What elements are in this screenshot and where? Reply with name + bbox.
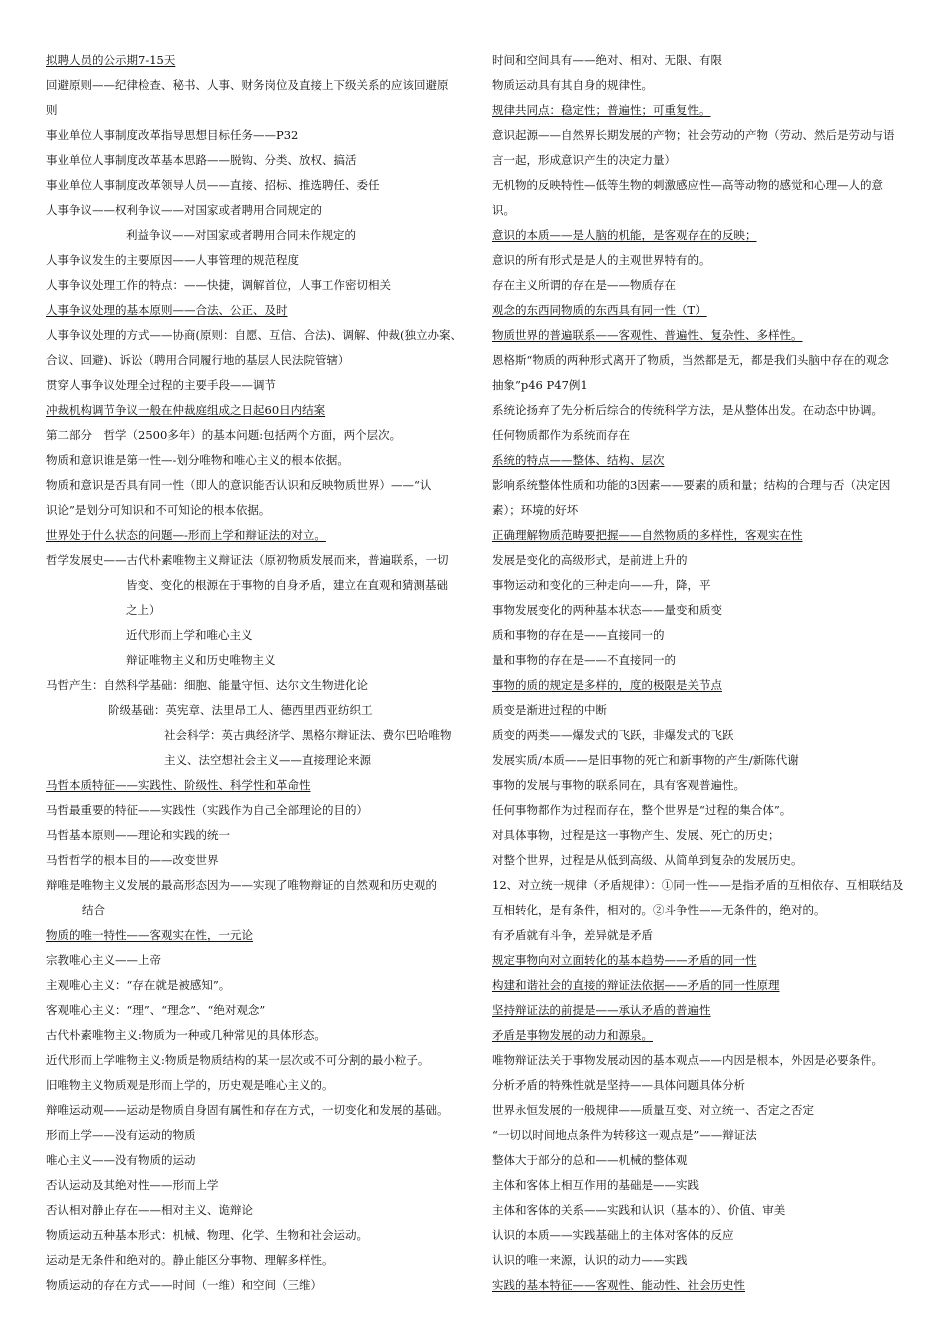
- left-text-line: 事业单位人事制度改革指导思想目标任务——P32: [46, 128, 299, 142]
- right-text-line: 存在主义所谓的存在是——物质存在: [492, 278, 676, 292]
- right-text-line: 物质运动具有其自身的规律性。: [492, 78, 653, 92]
- left-text-line: 识论”是划分可知识和不可知论的根本依据。: [46, 503, 271, 517]
- right-text-line: 认识的本质——实践基础上的主体对客体的反应: [492, 1228, 734, 1242]
- right-text-line: 互相转化，是有条件，相对的。②斗争性——无条件的，绝对的。: [492, 903, 826, 917]
- left-text-line: 世界处于什么状态的问题—-形而上学和辩证法的对立。: [46, 528, 326, 542]
- right-text-line: 言一起，形成意识产生的决定力量）: [492, 153, 676, 167]
- right-text-line: 识。: [492, 203, 515, 217]
- left-text-line: 古代朴素唯物主义:物质为一种或几种常见的具体形态。: [46, 1028, 326, 1042]
- right-text-line: 意识的本质——是人脑的机能，是客观存在的反映；: [492, 228, 757, 242]
- left-text-line: 物质运动五种基本形式：机械、物理、化学、生物和社会运动。: [46, 1228, 368, 1242]
- left-text-line: 近代形而上学和唯心主义: [126, 628, 253, 642]
- left-text-line: 之上）: [126, 603, 161, 617]
- left-text-line: 否认相对静止存在——相对主义、诡辩论: [46, 1203, 253, 1217]
- right-text-line: 唯物辩证法关于事物发展动因的基本观点——内因是根本，外因是必要条件。: [492, 1053, 883, 1067]
- right-text-line: 12、对立统一规律（矛盾规律）：①同一性——是指矛盾的互相依存、互相联结及: [492, 878, 904, 892]
- left-text-line: 马哲基本原则——理论和实践的统一: [46, 828, 230, 842]
- left-text-line: 则: [46, 103, 58, 117]
- right-text-line: 物质世界的普遍联系——客观性、普遍性、复杂性、多样性。: [492, 328, 803, 342]
- left-text-line: 马哲产生：自然科学基础：细胞、能量守恒、达尔文生物进化论: [46, 678, 368, 692]
- left-text-line: 回避原则——纪律检查、秘书、人事、财务岗位及直接上下级关系的应该回避原: [46, 78, 449, 92]
- right-text-line: 事物发展变化的两种基本状态——量变和质变: [492, 603, 722, 617]
- right-text-line: 主体和客体的关系——实践和认识（基本的）、价值、审美: [492, 1203, 786, 1217]
- right-text-line: 事物的质的规定是多样的，度的极限是关节点: [492, 678, 722, 692]
- right-text-line: 观念的东西同物质的东西具有同一性（T）: [492, 303, 707, 317]
- left-text-line: 物质的唯一特性——客观实在性，一元论: [46, 928, 253, 942]
- right-text-line: 意识的所有形式是是人的主观世界特有的。: [492, 253, 711, 267]
- right-column: [492, 48, 912, 1298]
- right-text-line: 有矛盾就有斗争，差异就是矛盾: [492, 928, 653, 942]
- left-text-line: 冲裁机构调节争议一般在仲裁庭组成之日起60日内结案: [46, 403, 326, 417]
- left-text-line: 贯穿人事争议处理全过程的主要手段——调节: [46, 378, 276, 392]
- left-text-line: 利益争议——对国家或者聘用合同未作规定的: [126, 228, 356, 242]
- right-text-line: 事物的发展与事物的联系同在，具有客观普遍性。: [492, 778, 745, 792]
- left-text-line: 客观唯心主义：“理”、“理念”、“绝对观念”: [46, 1003, 266, 1017]
- right-text-line: 影响系统整体性质和功能的3因素——要素的质和量；结构的合理与否（决定因: [492, 478, 891, 492]
- left-text-line: 阶级基础：英宪章、法里昂工人、德西里西亚纺织工: [108, 703, 373, 717]
- right-text-line: 规律共同点：稳定性；普遍性；可重复性。: [492, 103, 711, 117]
- right-text-line: 素）；环境的好坏: [492, 503, 579, 517]
- left-text-line: 人事争议处理的基本原则——合法、公正、及时: [46, 303, 288, 317]
- left-text-line: 物质和意识是否具有同一性（即人的意识能否认识和反映物质世界）——“认: [46, 478, 432, 492]
- left-text-line: 皆变、变化的根源在于事物的自身矛盾，建立在直观和猜测基础: [126, 578, 448, 592]
- right-text-line: 整体大于部分的总和——机械的整体观: [492, 1153, 688, 1167]
- left-text-line: 人事争议发生的主要原因——人事管理的规范程度: [46, 253, 299, 267]
- right-text-line: 时间和空间具有——绝对、相对、无限、有限: [492, 53, 722, 67]
- right-text-line: 构建和谐社会的直接的辩证法依据——矛盾的同一性原理: [492, 978, 780, 992]
- left-text-line: 人事争议——权利争议——对国家或者聘用合同规定的: [46, 203, 322, 217]
- left-text-line: 马哲哲学的根本目的——改变世界: [46, 853, 219, 867]
- right-text-line: 量和事物的存在是——不直接同一的: [492, 653, 676, 667]
- left-column: [46, 48, 466, 1298]
- right-text-line: 发展实质/本质——是旧事物的死亡和新事物的产生/新陈代谢: [492, 753, 799, 767]
- left-text-line: 运动是无条件和绝对的。静止能区分事物、理解多样性。: [46, 1253, 334, 1267]
- right-text-line: 任何物质都作为系统而存在: [492, 428, 630, 442]
- right-text-line: 矛盾是事物发展的动力和源泉。: [492, 1028, 653, 1042]
- right-text-line: 实践的基本特征——客观性、能动性、社会历史性: [492, 1278, 745, 1292]
- right-text-line: 事物运动和变化的三种走向——升，降，平: [492, 578, 711, 592]
- right-text-line: 系统论扬弃了先分析后综合的传统科学方法，是从整体出发。在动态中协调。: [492, 403, 883, 417]
- right-text-line: 抽象”p46 P47例1: [492, 378, 588, 392]
- left-text-line: 旧唯物主义物质观是形而上学的，历史观是唯心主义的。: [46, 1078, 334, 1092]
- left-text-line: 物质和意识谁是第一性—-划分唯物和唯心主义的根本依据。: [46, 453, 349, 467]
- left-text-line: 哲学发展史——古代朴素唯物主义辩证法（原初物质发展而来，普遍联系，一切: [46, 553, 449, 567]
- left-text-line: 合议、回避)、诉讼（聘用合同履行地的基层人民法院管辖）: [46, 353, 350, 367]
- right-text-line: 正确理解物质范畴要把握——自然物质的多样性，客观实在性: [492, 528, 803, 542]
- left-text-line: 马哲本质特征——实践性、阶级性、科学性和革命性: [46, 778, 311, 792]
- right-text-line: 质变的两类——爆发式的飞跃，非爆发式的飞跃: [492, 728, 734, 742]
- left-text-line: 主义、法空想社会主义——直接理论来源: [164, 753, 371, 767]
- right-text-line: 坚持辩证法的前提是——承认矛盾的普遍性: [492, 1003, 711, 1017]
- right-text-line: 对整个世界，过程是从低到高级、从简单到复杂的发展历史。: [492, 853, 803, 867]
- left-text-line: 否认运动及其绝对性——形而上学: [46, 1178, 219, 1192]
- right-text-line: 意识起源——自然界长期发展的产物；社会劳动的产物（劳动、然后是劳动与语: [492, 128, 895, 142]
- right-text-line: 主体和客体上相互作用的基础是——实践: [492, 1178, 699, 1192]
- left-text-line: 第二部分 哲学（2500多年）的基本问题:包括两个方面，两个层次。: [46, 428, 402, 442]
- left-text-line: 物质运动的存在方式——时间（一维）和空间（三维）: [46, 1278, 322, 1292]
- right-text-line: “一切以时间地点条件为转移这一观点是”——辩证法: [492, 1128, 757, 1142]
- right-text-line: 质变是渐进过程的中断: [492, 703, 607, 717]
- left-text-line: 马哲最重要的特征——实践性（实践作为自己全部理论的目的）: [46, 803, 368, 817]
- right-text-line: 无机物的反映特性—低等生物的刺激感应性—高等动物的感觉和心理—人的意: [492, 178, 883, 192]
- right-text-line: 恩格斯“物质的两种形式离开了物质，当然都是无，都是我们头脑中存在的观念: [492, 353, 889, 367]
- left-text-line: 结合: [82, 903, 105, 917]
- right-text-line: 质和事物的存在是——直接同一的: [492, 628, 665, 642]
- right-text-line: 世界永恒发展的一般规律——质量互变、对立统一、否定之否定: [492, 1103, 814, 1117]
- left-text-line: 辩证唯物主义和历史唯物主义: [126, 653, 276, 667]
- left-text-line: 辩唯运动观——运动是物质自身固有属性和存在方式，一切变化和发展的基础。: [46, 1103, 449, 1117]
- left-text-line: 形而上学——没有运动的物质: [46, 1128, 196, 1142]
- left-text-line: 人事争议处理工作的特点：——快捷，调解首位，人事工作密切相关: [46, 278, 391, 292]
- right-text-line: 发展是变化的高级形式，是前进上升的: [492, 553, 688, 567]
- right-text-line: 对具体事物，过程是这一事物产生、发展、死亡的历史；: [492, 828, 780, 842]
- right-text-line: 认识的唯一来源，认识的动力——实践: [492, 1253, 688, 1267]
- left-text-line: 社会科学：英古典经济学、黑格尔辩证法、费尔巴哈唯物: [164, 728, 452, 742]
- left-text-line: 辩唯是唯物主义发展的最高形态因为——实现了唯物辩证的自然观和历史观的: [46, 878, 437, 892]
- right-text-line: 分析矛盾的特殊性就是坚持——具体问题具体分析: [492, 1078, 745, 1092]
- left-text-line: 主观唯心主义：“存在就是被感知”。: [46, 978, 231, 992]
- right-text-line: 系统的特点——整体、结构、层次: [492, 453, 665, 467]
- left-text-line: 事业单位人事制度改革领导人员——直接、招标、推选聘任、委任: [46, 178, 380, 192]
- right-text-line: 任何事物都作为过程而存在，整个世界是“过程的集合体”。: [492, 803, 792, 817]
- left-text-line: 事业单位人事制度改革基本思路——脱钩、分类、放权、搞活: [46, 153, 357, 167]
- left-text-line: 宗教唯心主义——上帝: [46, 953, 161, 967]
- left-text-line: 唯心主义——没有物质的运动: [46, 1153, 196, 1167]
- left-text-line: 人事争议处理的方式——协商(原则：自愿、互信、合法)、调解、仲裁(独立办案、: [46, 328, 462, 342]
- left-text-line: 近代形而上学唯物主义:物质是物质结构的某一层次或不可分割的最小粒子。: [46, 1053, 430, 1067]
- left-text-line: 拟聘人员的公示期7-15天: [46, 53, 176, 67]
- right-text-line: 规定事物向对立面转化的基本趋势——矛盾的同一性: [492, 953, 757, 967]
